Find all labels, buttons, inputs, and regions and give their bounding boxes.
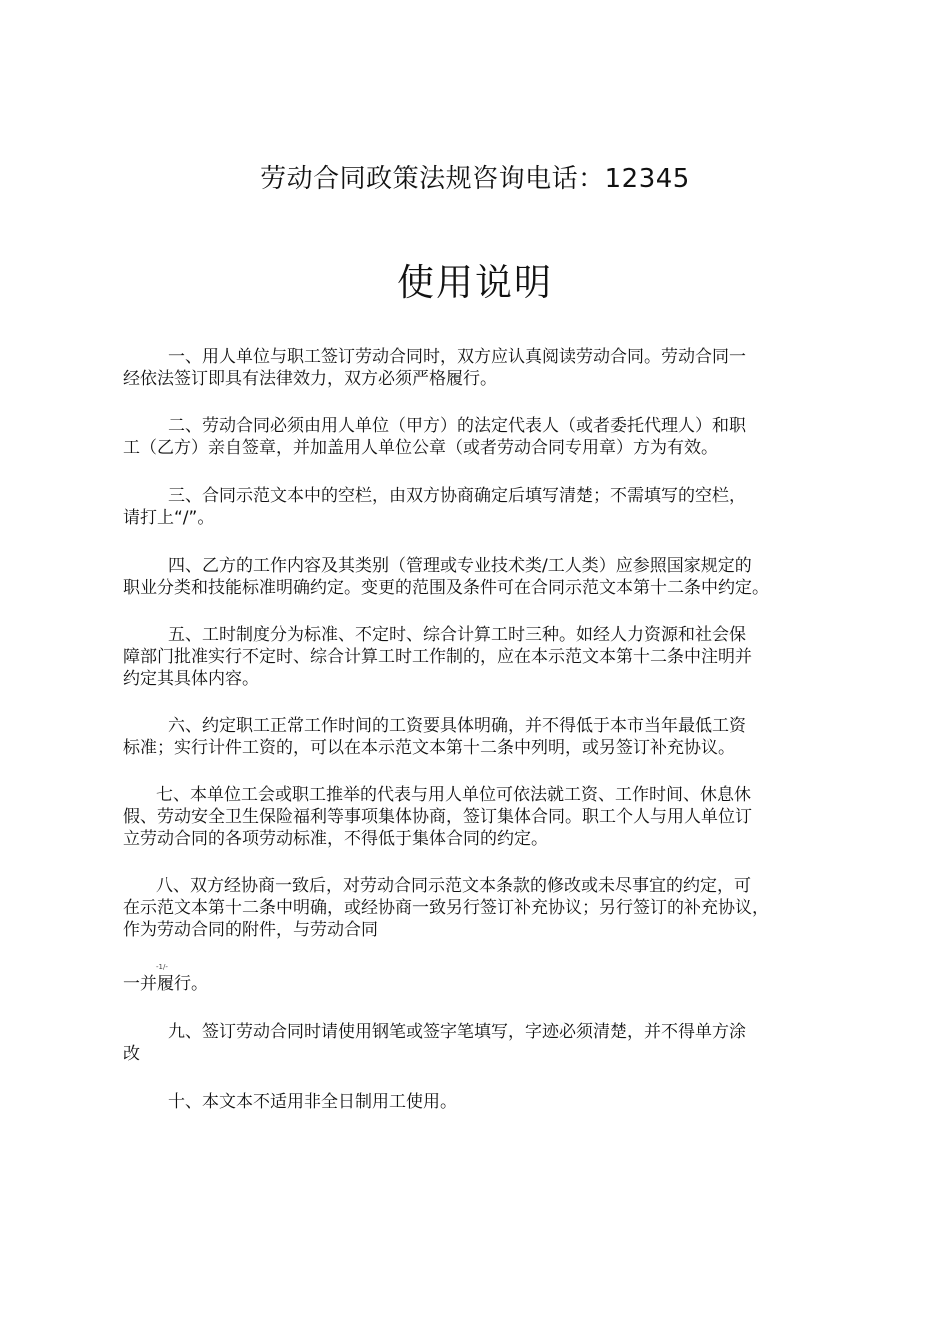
paragraph-line: 约定其具体内容。 [123, 669, 259, 689]
paragraph-2 [123, 415, 848, 459]
paragraph-1 [123, 346, 848, 390]
paragraph-line: 十、本文本不适用非全日制用工使用。 [168, 1092, 457, 1112]
hotline-heading: 劳动合同政策法规咨询电话：12345 [260, 164, 690, 194]
paragraph-4 [123, 555, 848, 599]
paragraph-line: 改 [123, 1044, 140, 1064]
paragraph-line: 六、约定职工正常工作时间的工资要具体明确，并不得低于本市当年最低工资 [168, 716, 746, 736]
paragraph-3 [123, 485, 848, 529]
paragraph-line: 九、签订劳动合同时请使用钢笔或签字笔填写，字迹必须清楚，并不得单方涂 [168, 1022, 746, 1042]
page-number-mark: -1/- [156, 963, 168, 971]
paragraph-line: 经依法签订即具有法律效力，双方必须严格履行。 [123, 369, 497, 389]
paragraph-line: 五、工时制度分为标准、不定时、综合计算工时三种。如经人力资源和社会保 [168, 625, 746, 645]
paragraph-line: 职业分类和技能标准明确约定。变更的范围及条件可在合同示范文本第十二条中约定。 [123, 578, 769, 598]
paragraph-line: 作为劳动合同的附件，与劳动合同 [123, 920, 378, 940]
paragraph-line: 标准；实行计件工资的，可以在本示范文本第十二条中列明，或另签订补充协议。 [123, 738, 735, 758]
paragraph-line: 障部门批准实行不定时、综合计算工时工作制的，应在本示范文本第十二条中注明并 [123, 647, 752, 667]
paragraph-8 [123, 875, 848, 941]
paragraph-line: 一并履行。 [123, 974, 208, 994]
paragraph-line: 请打上“/”。 [123, 508, 215, 528]
paragraph-line: 四、乙方的工作内容及其类别（管理或专业技术类/工人类）应参照国家规定的 [168, 556, 752, 576]
paragraph-line: 八、双方经协商一致后，对劳动合同示范文本条款的修改或未尽事宜的约定，可 [156, 876, 751, 896]
paragraph-6 [123, 715, 848, 759]
paragraph-line: 在示范文本第十二条中明确，或经协商一致另行签订补充协议；另行签订的补充协议， [123, 898, 769, 918]
paragraph-line: 假、劳动安全卫生保险福利等事项集体协商，签订集体合同。职工个人与用人单位订 [123, 807, 752, 827]
paragraph-line: 一、用人单位与职工签订劳动合同时，双方应认真阅读劳动合同。劳动合同一 [168, 347, 746, 367]
paragraph-8-continuation [123, 973, 848, 995]
paragraph-line: 七、本单位工会或职工推举的代表与用人单位可依法就工资、工作时间、休息休 [156, 785, 751, 805]
paragraph-line: 立劳动合同的各项劳动标准，不得低于集体合同的约定。 [123, 829, 548, 849]
page-title: 使用说明 [397, 261, 553, 304]
paragraph-line: 工（乙方）亲自签章，并加盖用人单位公章（或者劳动合同专用章）方为有效。 [123, 438, 718, 458]
paragraph-line: 二、劳动合同必须由用人单位（甲方）的法定代表人（或者委托代理人）和职 [168, 416, 746, 436]
paragraph-7 [123, 784, 848, 850]
paragraph-line: 三、合同示范文本中的空栏，由双方协商确定后填写清楚；不需填写的空栏， [168, 486, 746, 506]
paragraph-5 [123, 624, 848, 690]
paragraph-9 [123, 1021, 848, 1065]
paragraph-10 [123, 1091, 848, 1113]
